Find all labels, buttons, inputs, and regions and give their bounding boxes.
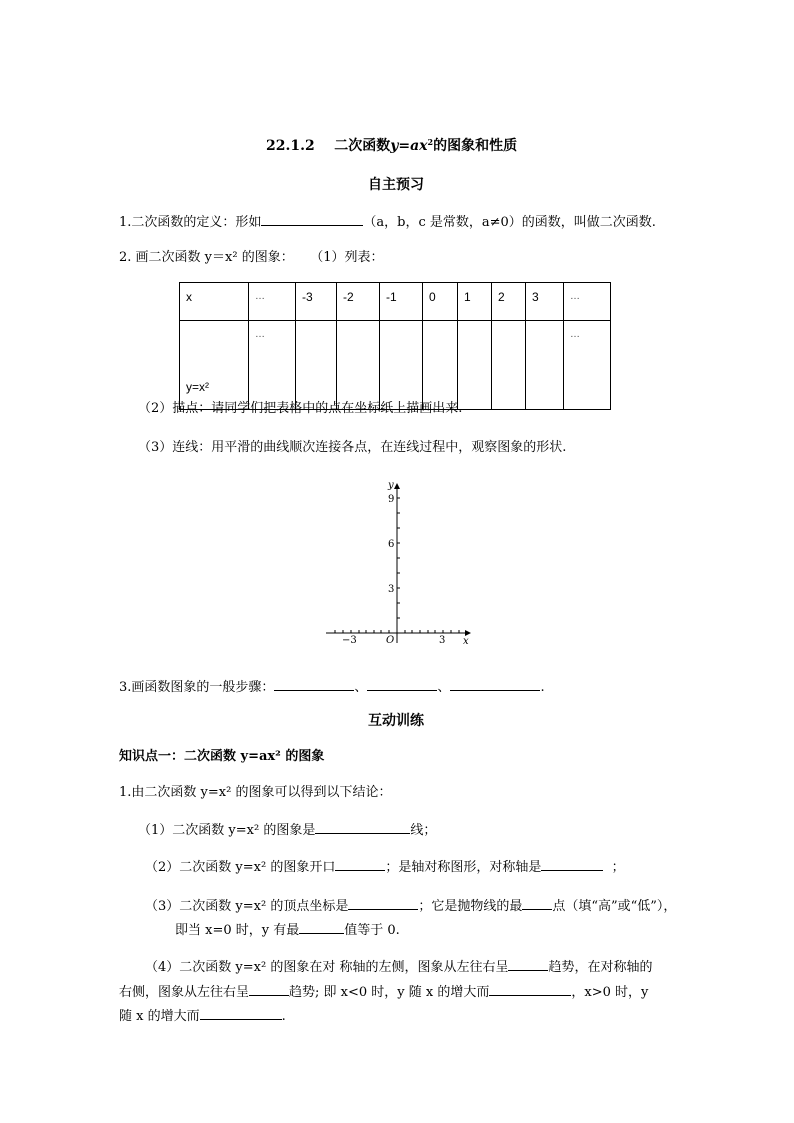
c4-l1b: 趋势，在对称轴的	[548, 960, 653, 975]
c2-blank-1[interactable]	[335, 858, 385, 871]
question-2	[119, 250, 384, 266]
table-cell: 2	[492, 283, 526, 321]
table-cell-label: y=x²	[180, 321, 249, 410]
c1-blank[interactable]	[315, 821, 410, 834]
c1-pre: （1）二次函数 y=x² 的图象是	[138, 823, 316, 838]
q3-sep: 、	[354, 680, 368, 695]
conclusion-4-line3	[119, 1007, 286, 1025]
c3-pre: （3）二次函数 y=x² 的顶点坐标是	[145, 899, 349, 914]
c3-post: 点（填“高”或“低”），	[552, 899, 677, 914]
question-1	[119, 213, 656, 231]
c4-l2a: 右侧，图象从左往右呈	[119, 985, 250, 1000]
c2-blank-2[interactable]	[541, 858, 603, 871]
q3-blank-1[interactable]	[274, 678, 354, 691]
origin-label: O	[386, 635, 395, 646]
conclusion-3-line2	[175, 921, 400, 939]
question-3	[119, 678, 545, 696]
c3-blank-2[interactable]	[522, 897, 552, 910]
coordinate-graph	[320, 478, 480, 658]
knowledge-point-1: 知识点一：二次函数 y=ax² 的图象	[119, 749, 325, 764]
conclusion-2	[145, 858, 625, 876]
c4-l1a: （4）二次函数 y=x² 的图象在对 称轴的左侧，图象从左往右呈	[145, 960, 509, 975]
table-cell[interactable]	[423, 321, 458, 410]
title-expr: y=ax	[390, 138, 428, 154]
c2-post: ；	[611, 860, 625, 875]
conclusion-3	[145, 897, 676, 915]
y-tick-label: 6	[388, 539, 395, 550]
table-cell[interactable]	[337, 321, 380, 410]
table-cell: -1	[380, 283, 423, 321]
y-tick-label: 9	[388, 494, 395, 505]
y-axis-label: y	[388, 480, 394, 491]
value-table	[179, 282, 611, 410]
c4-l3a: 随 x 的增大而	[119, 1009, 200, 1024]
table-row-x	[180, 283, 611, 321]
x-tick-label: 3	[439, 635, 446, 646]
y-tick-label: 3	[388, 584, 395, 595]
c1-post: 线；	[410, 823, 437, 838]
table-cell[interactable]	[526, 321, 564, 410]
table-cell: -3	[296, 283, 337, 321]
table-cell[interactable]	[458, 321, 492, 410]
table-cell: 0	[423, 283, 458, 321]
table-cell: x	[180, 283, 249, 321]
c3-blank-3[interactable]	[299, 921, 344, 934]
table-cell: …	[564, 283, 611, 321]
c3-line2b: 值等于 0.	[344, 923, 400, 938]
c3-blank-1[interactable]	[348, 897, 418, 910]
q3-prefix: 3.画函数图象的一般步骤：	[119, 680, 275, 695]
c4-blank-4[interactable]	[200, 1007, 282, 1020]
section-heading-training: 互动训练	[368, 713, 424, 729]
x-axis-label: x	[463, 636, 469, 647]
title-exponent: 2	[427, 137, 434, 147]
step-3: （3）连线：用平滑的曲线顺次连接各点，在连线过程中，观察图象的形状.	[138, 440, 567, 455]
q3-blank-3[interactable]	[450, 678, 540, 691]
q3-blank-2[interactable]	[367, 678, 437, 691]
table-cell[interactable]	[380, 321, 423, 410]
c4-l2c: ，x>0 时，y	[571, 985, 649, 1000]
c4-blank-1[interactable]	[508, 958, 548, 971]
conclusion-4-line1	[145, 958, 652, 976]
c3-line2a: 即当 x=0 时，y 有最	[175, 923, 300, 938]
x-tick-label: −3	[342, 635, 357, 646]
q1-suffix: （a，b，c 是常数，a≠0）的函数，叫做二次函数.	[363, 215, 656, 230]
title-post: 的图象和性质	[433, 138, 518, 154]
c4-blank-3[interactable]	[489, 983, 571, 996]
q1-blank[interactable]	[261, 213, 363, 226]
table-row-y	[180, 321, 611, 410]
table-cell[interactable]	[492, 321, 526, 410]
conclusion-4-line2	[119, 983, 648, 1001]
table-cell[interactable]: …	[564, 321, 611, 410]
c4-l2b: 趋势; 即 x<0 时，y 随 x 的增大而	[289, 985, 490, 1000]
q3-sep: 、	[437, 680, 451, 695]
c4-blank-2[interactable]	[249, 983, 289, 996]
step-2: （2）描点：请同学们把表格中的点在坐标纸上描画出来.	[138, 401, 463, 416]
c2-mid: ；是轴对称图形，对称轴是	[385, 860, 542, 875]
table-cell: -2	[337, 283, 380, 321]
table-cell[interactable]	[296, 321, 337, 410]
c3-mid: ；它是抛物线的最	[418, 899, 523, 914]
section-heading-preview: 自主预习	[368, 177, 424, 193]
q2-text: 2. 画二次函数 y＝x² 的图象：	[119, 250, 294, 265]
conclusion-1	[138, 821, 436, 839]
q3-end: .	[540, 680, 545, 695]
c4-l3b: .	[281, 1009, 286, 1024]
title-pre: 二次函数	[334, 138, 391, 154]
q2-sub: （1）列表：	[310, 250, 384, 265]
c2-pre: （2）二次函数 y=x² 的图象开口	[145, 860, 336, 875]
table-cell[interactable]: …	[249, 321, 296, 410]
table-cell: 1	[458, 283, 492, 321]
problem-1: 1.由二次函数 y=x² 的图象可以得到以下结论：	[119, 785, 392, 800]
page-title	[266, 138, 517, 154]
table-cell: 3	[526, 283, 564, 321]
title-number: 22.1.2	[266, 138, 315, 154]
table-cell: …	[249, 283, 296, 321]
q1-prefix: 1.二次函数的定义：形如	[119, 215, 262, 230]
